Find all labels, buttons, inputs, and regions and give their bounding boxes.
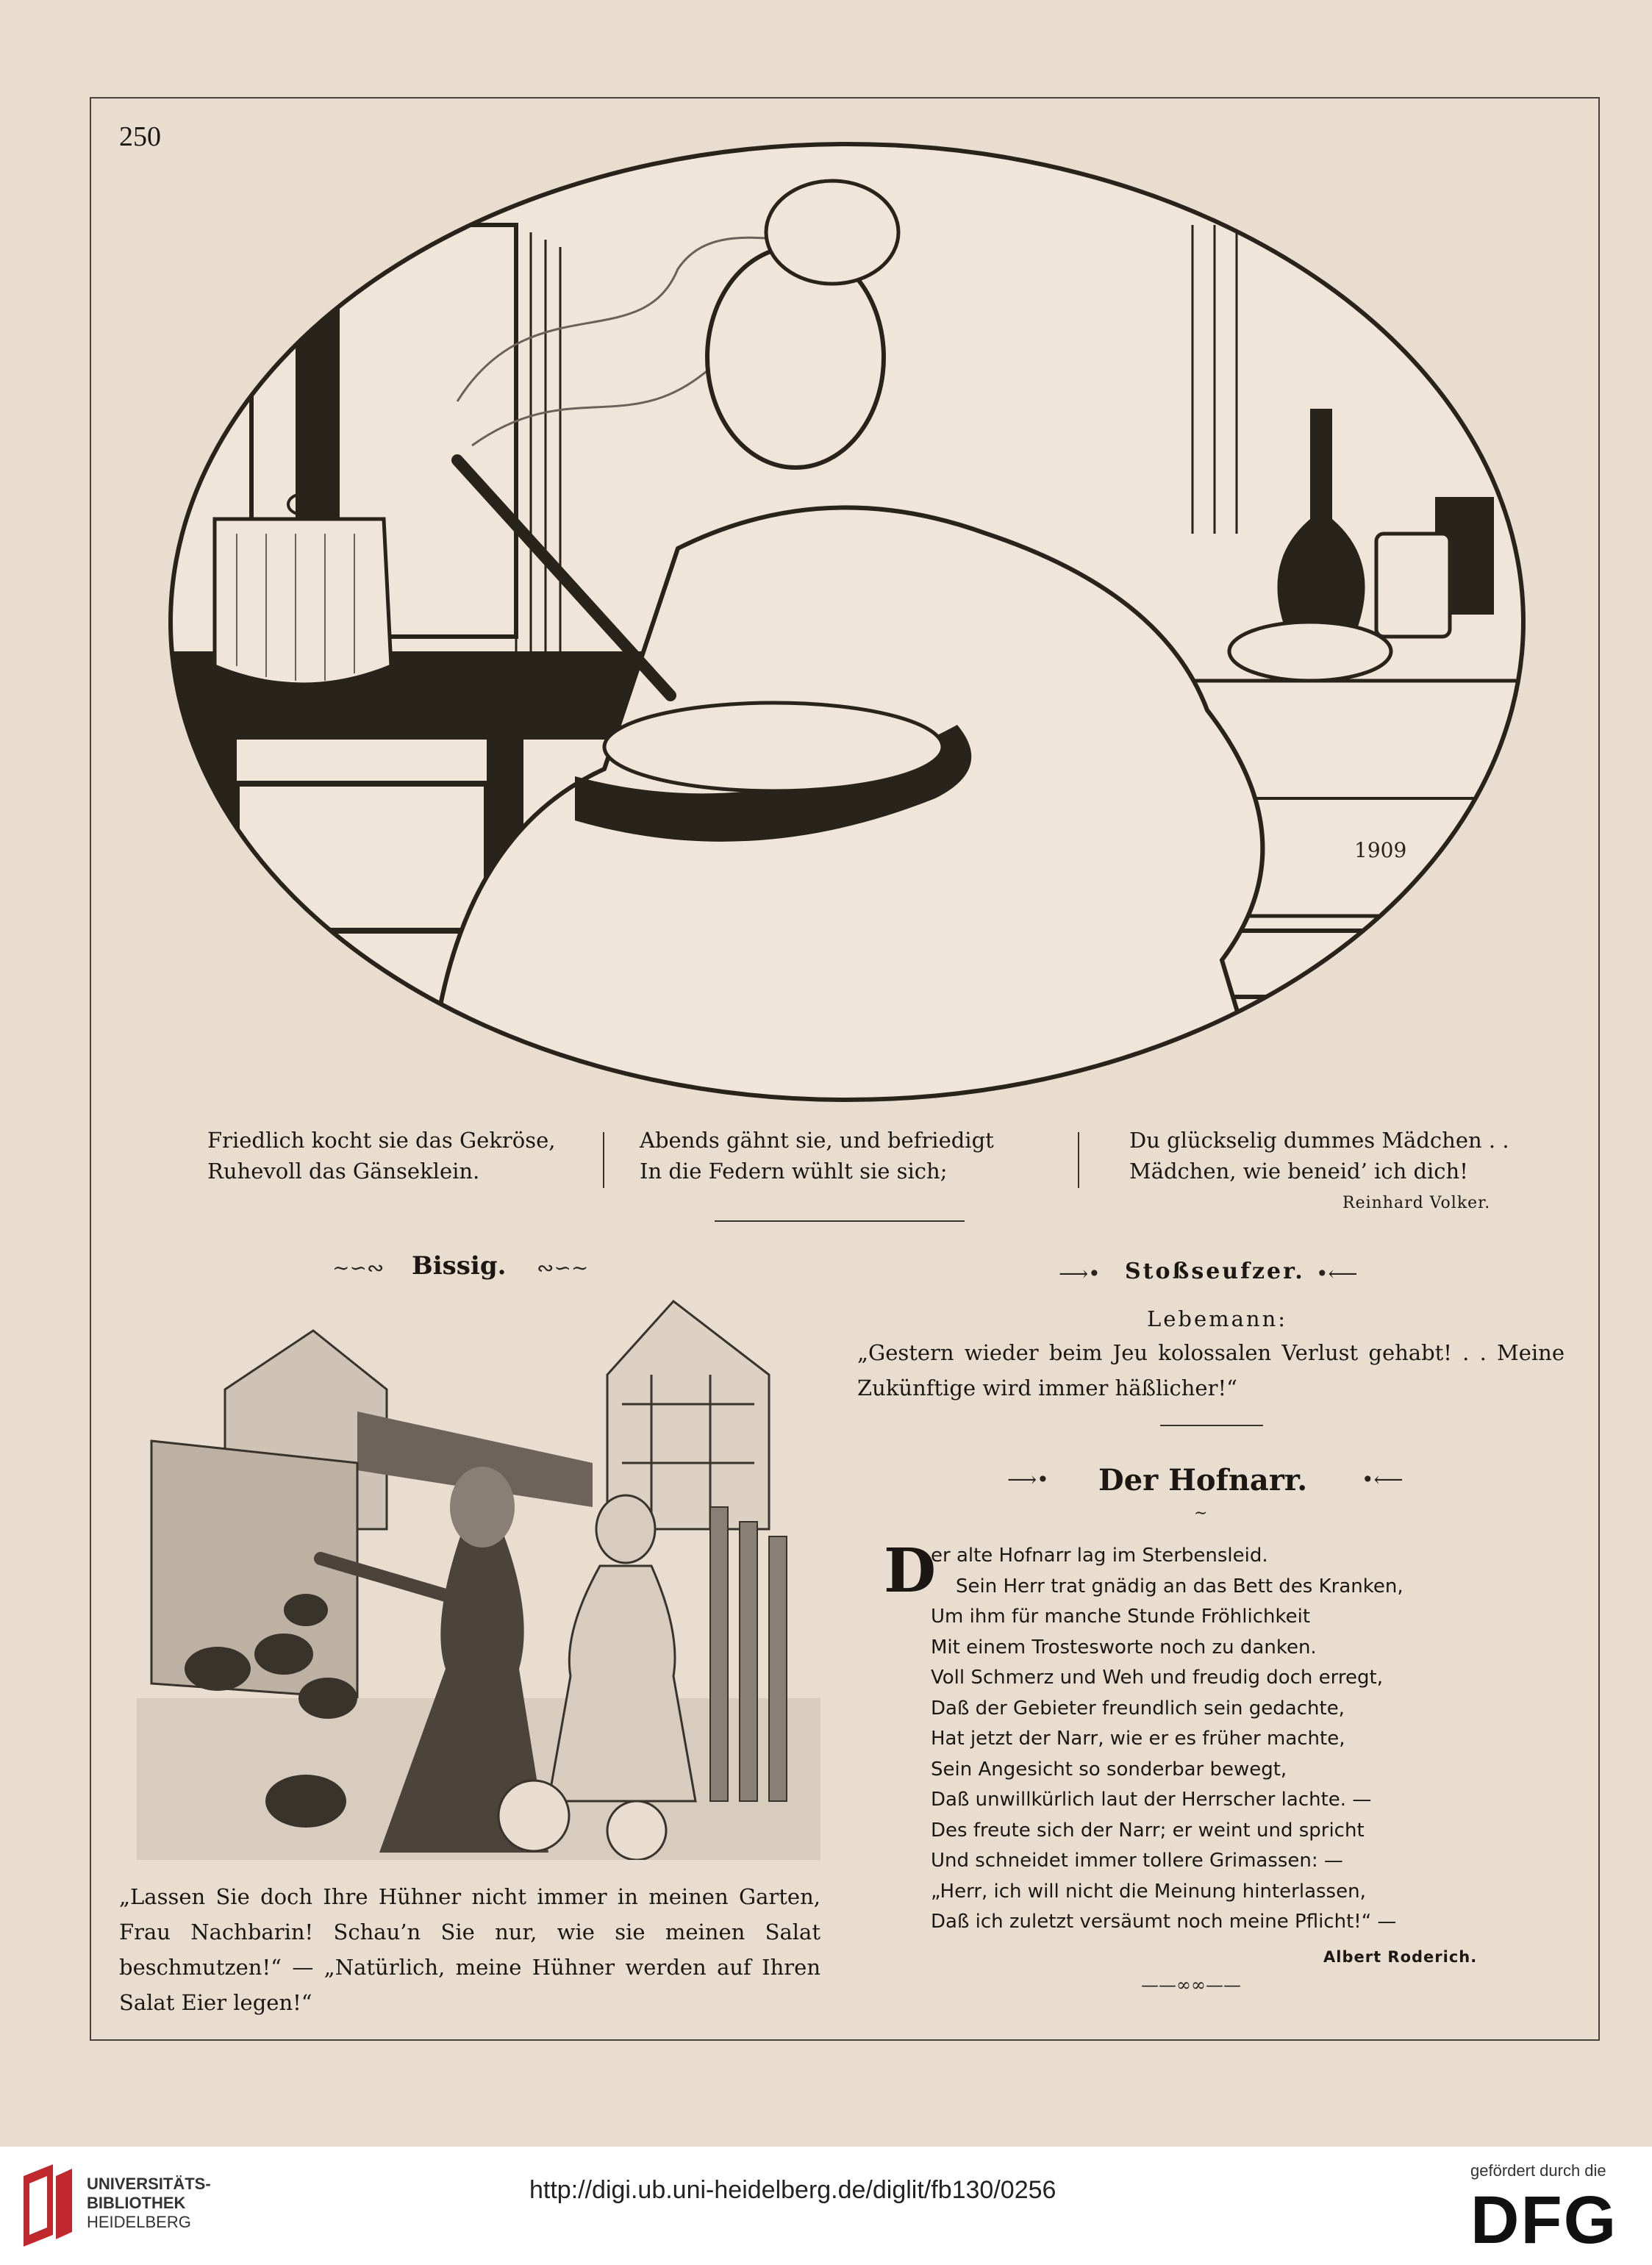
stossseufzer-speaker: Lebemann: bbox=[1147, 1306, 1288, 1331]
hofnarr-poem bbox=[884, 1536, 1404, 1938]
verse-line: Friedlich kocht sie das Gekröse, bbox=[207, 1128, 556, 1153]
poem-line: Daß ich zuletzt versäumt noch meine Pflicht!“ — bbox=[931, 1911, 1397, 1933]
university-name bbox=[87, 2175, 211, 2232]
verse-column-1 bbox=[207, 1125, 555, 1187]
dfg-logo: DFG bbox=[1470, 2183, 1618, 2258]
title-ornament-left: ⟶• bbox=[1059, 1262, 1101, 1286]
stossseufzer-text: „Gestern wieder beim Jeu kolossalen Verlust gehabt! . . Meine Zukünftige wird immer häßlicher!“ bbox=[857, 1340, 1565, 1400]
hofnarr-dropcap: D bbox=[884, 1536, 937, 1606]
verse-author: Reinhard Volker. bbox=[1342, 1194, 1491, 1212]
verse-line: Mädchen, wie beneid’ ich dich! bbox=[1129, 1159, 1468, 1184]
end-ornament: ——∞∞—— bbox=[1141, 1975, 1241, 1995]
title-flourish: ∼ bbox=[1194, 1504, 1208, 1522]
poem-line: Hat jetzt der Narr, wie er es früher machte, bbox=[931, 1728, 1345, 1750]
cook-illustration bbox=[163, 137, 1531, 1107]
poem-line: Sein Angesicht so sonderbar bewegt, bbox=[931, 1758, 1287, 1781]
title-ornament-right: ∾∽∼ bbox=[537, 1256, 589, 1280]
stossseufzer-title: Stoßseufzer. bbox=[1125, 1259, 1305, 1284]
verse-divider bbox=[603, 1132, 604, 1188]
poem-line: Sein Herr trat gnädig an das Bett des Kranken, bbox=[956, 1575, 1404, 1597]
poem-line: Daß unwillkürlich laut der Herrscher lachte. — bbox=[931, 1789, 1372, 1811]
page-number: 250 bbox=[119, 121, 161, 152]
title-ornament-left: ∼∽∾ bbox=[332, 1256, 385, 1280]
verse-column-2 bbox=[640, 1125, 994, 1187]
verse-line: Ruhevoll das Gänseklein. bbox=[207, 1159, 480, 1184]
poem-line: Voll Schmerz und Weh und freudig doch erregt, bbox=[931, 1667, 1383, 1689]
title-ornament-left: ⟶• bbox=[1007, 1467, 1049, 1492]
hofnarr-title: Der Hofnarr. bbox=[1098, 1463, 1308, 1498]
logo-line: BIBLIOTHEK bbox=[87, 2194, 186, 2212]
poem-line: Daß der Gebieter freundlich sein gedachte, bbox=[931, 1697, 1345, 1720]
bissig-title: Bissig. bbox=[412, 1251, 507, 1281]
illustration-date: 1909 bbox=[1354, 838, 1407, 862]
permalink-url[interactable]: http://digi.ub.uni-heidelberg.de/diglit/fb130/0256 bbox=[529, 2176, 1056, 2204]
verse-line: Abends gähnt sie, und befriedigt bbox=[640, 1128, 994, 1153]
verse-line: In die Federn wühlt sie sich; bbox=[640, 1159, 948, 1184]
section-rule bbox=[1160, 1425, 1263, 1426]
logo-line: UNIVERSITÄTS- bbox=[87, 2175, 211, 2193]
university-logo-icon bbox=[16, 2161, 75, 2247]
section-rule bbox=[715, 1220, 965, 1222]
logo-line: HEIDELBERG bbox=[87, 2213, 191, 2231]
title-ornament-right: •⟵ bbox=[1316, 1262, 1358, 1286]
funded-by-label: gefördert durch die bbox=[1470, 2161, 1606, 2180]
title-ornament-right: •⟵ bbox=[1362, 1467, 1404, 1492]
poem-line: er alte Hofnarr lag im Sterbensleid. bbox=[931, 1545, 1268, 1567]
verse-column-3 bbox=[1129, 1125, 1509, 1187]
poem-line: „Herr, ich will nicht die Meinung hinterlassen, bbox=[931, 1880, 1366, 1903]
hofnarr-author: Albert Roderich. bbox=[1323, 1948, 1478, 1966]
poem-line: Mit einem Trostesworte noch zu danken. bbox=[931, 1636, 1317, 1659]
verse-line: Du glückselig dummes Mädchen . . bbox=[1129, 1128, 1509, 1153]
verse-divider bbox=[1078, 1132, 1079, 1188]
footer bbox=[0, 2147, 1652, 2265]
hens-illustration bbox=[137, 1287, 820, 1860]
poem-line: Und schneidet immer tollere Grimassen: — bbox=[931, 1850, 1343, 1872]
poem-line: Um ihm für manche Stunde Fröhlichkeit bbox=[931, 1606, 1311, 1628]
poem-line: Des freute sich der Narr; er weint und spricht bbox=[931, 1819, 1365, 1842]
bissig-caption: „Lassen Sie doch Ihre Hühner nicht immer in meinen Garten, Frau Nachbarin! Schau’n Sie nur, wie sie meinen Salat beschmutzen!“ — „Natürlich, meine Hühner werden auf Ihren Salat Eier legen!“ bbox=[119, 1884, 820, 2015]
